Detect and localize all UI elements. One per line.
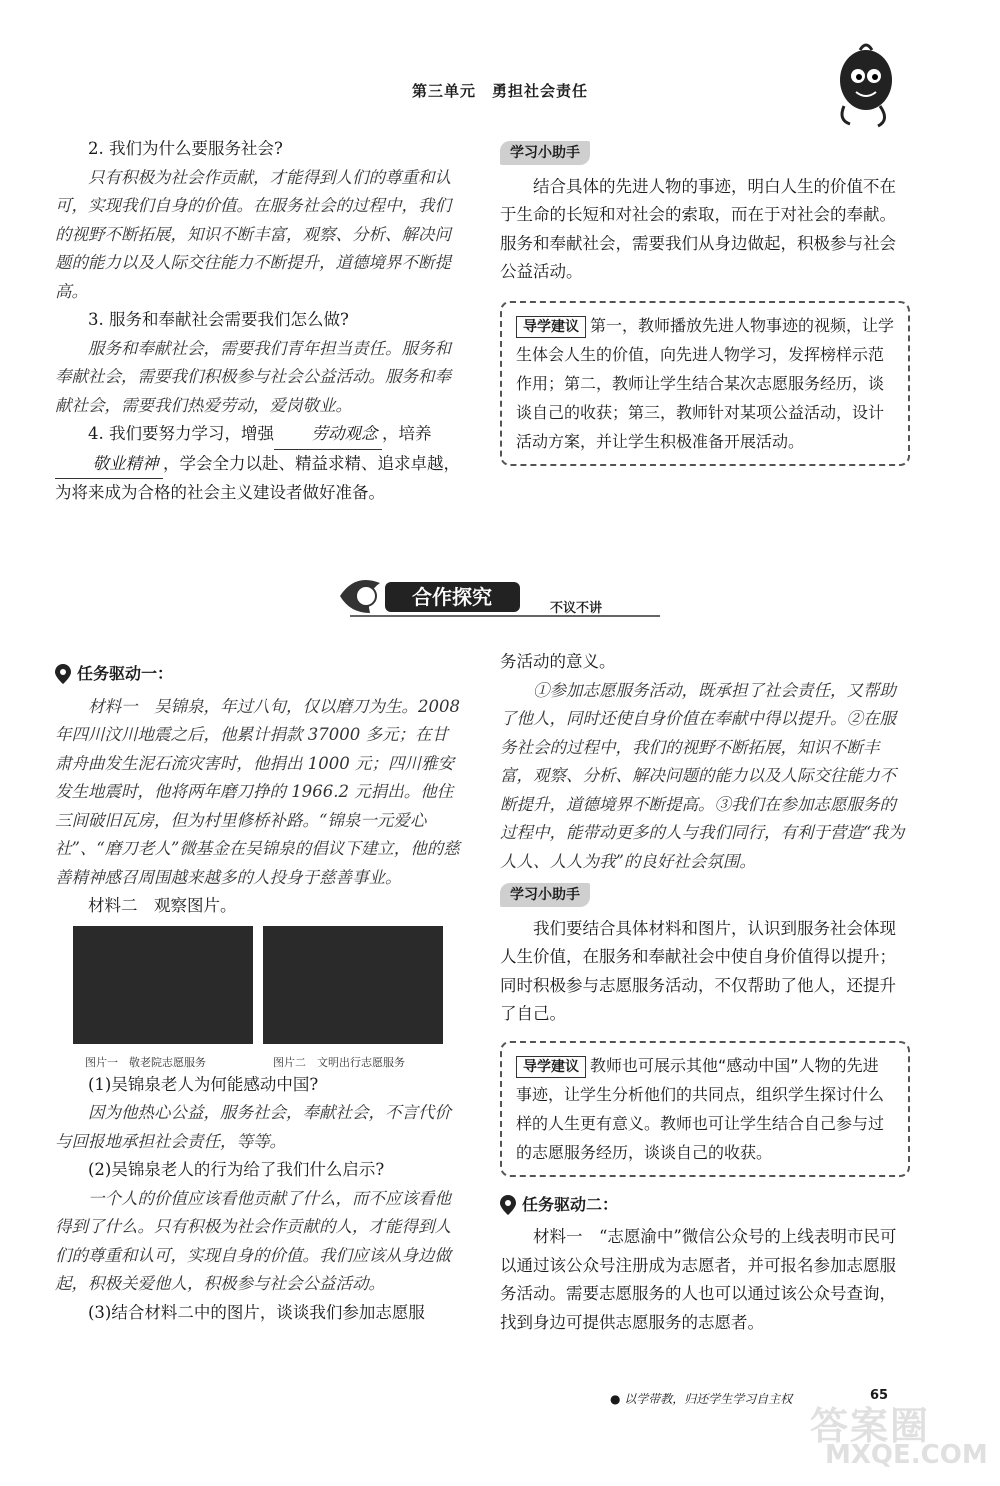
footer-slogan: ● 以学带教，归还学生学习自主权 — [610, 1392, 793, 1406]
mascot-illustration — [830, 40, 900, 130]
location-pin-icon — [500, 1195, 516, 1215]
answer-3: 服务和奉献社会，需要我们青年担当责任。服务和奉献社会，需要我们积极参与社会公益活动。服务和奉献社会，需要我们热爱劳动，爱岗敬业。 — [55, 338, 451, 415]
teaching-guide-box — [500, 301, 910, 466]
caption-2: 图片二 文明出行志愿服务 — [273, 1055, 405, 1069]
footer-slogan-text: 以学带教，归还学生学习自主权 — [624, 1392, 793, 1406]
sub-question-3-continued: 务活动的意义。 — [500, 652, 616, 671]
sub-answer-1: 因为他热心公益，服务社会，奉献社会，不言代价与回报地承担社会责任，等等。 — [55, 1103, 451, 1151]
answer-2: 只有积极为社会作贡献，才能得到人们的尊重和认可，实现我们自身的价值。在服务社会的过程中，我们的视野不断拓展，知识不断丰富，观察、分析、解决问题的能力以及人际交往能力不断提升，道德境界不断提高。 — [55, 167, 451, 301]
unit-title: 第三单元 勇担社会责任 — [411, 82, 588, 100]
task-2-heading — [500, 1191, 910, 1220]
material-2: 材料二 观察图片。 — [88, 896, 237, 915]
right-top-section — [500, 138, 910, 466]
sub-answer-3: ①参加志愿服务活动，既承担了社会责任，又帮助了他人，同时还使自身价值在奉献中得以提升。②在服务社会的过程中，我们的视野不断拓展，知识不断丰富，观察、分析、解决问题的能力以及人际交往能力不断提升，道德境界不断提高。③我们在参加志愿服务的过程中，能带动更多的人与我们同行，有利于营造“我为人人、人人为我”的良好社会氛围。 — [500, 680, 905, 871]
left-top-section — [55, 135, 463, 508]
question-4-part-c: ，学会全力以赴、精益求精、追求卓越，为将来成为合格的社会主义建设者做好准备。 — [55, 453, 460, 502]
teaching-guide-label-2: 导学建议 — [516, 1056, 586, 1078]
question-3: 3. 服务和奉献社会需要我们怎么做? — [88, 310, 349, 329]
teaching-guide-label: 导学建议 — [516, 316, 586, 338]
question-4-part-b: ，培养 — [382, 424, 432, 443]
fill-blank-2: 敬业精神 — [55, 450, 163, 480]
task-1-heading — [55, 660, 463, 689]
banner-title: 合作探究 — [412, 585, 492, 609]
task-2-label: 任务驱动二： — [522, 1194, 619, 1214]
photo-elderly-home — [73, 926, 253, 1044]
watermark-logo: 答案圈 — [810, 1404, 931, 1448]
material-1: 材料一 吴锦泉，年过八旬，仅以磨刀为生。2008年四川汶川地震之后，他累计捐款 37000 多元；在甘肃舟曲发生泥石流灾害时，他捐出 1000 元；四川雅安发生地震时，他将两年磨刀挣的 1966.2 元捐出。他住三间破旧瓦房，但为村里修桥补路。“锦泉一元爱心社”、“磨刀老人”微基金在吴锦泉的倡议下建立，他的慈善精神感召周围越来越多的人投身于慈善事业。 — [55, 696, 460, 887]
question-4 — [55, 420, 463, 508]
teaching-guide-text-2: 教师也可展示其他“感动中国”人物的先进事迹，让学生分析他们的共同点，组织学生探讨什么样的人生更有意义。教师也可让学生结合自己参与过的志愿服务经历，谈谈自己的收获。 — [516, 1055, 885, 1162]
right-bottom-section — [500, 648, 910, 1337]
left-bottom-section — [55, 660, 463, 1327]
task-1-label: 任务驱动一： — [77, 664, 174, 683]
photo-civilized-travel — [263, 926, 443, 1044]
study-helper-label-2: 学习小助手 — [500, 883, 590, 907]
material-1-task-2: 材料一 “志愿渝中”微信公众号的上线表明市民可以通过该公众号注册成为志愿者，并可报名参加志愿服务活动。需要志愿服务的人也可以通过该公众号查询，找到身边可提供志愿服务的志愿者。 — [500, 1227, 897, 1332]
page-number: 65 — [870, 1388, 889, 1403]
teaching-guide-text: 第一，教师播放先进人物事迹的视频，让学生体会人生的价值，向先进人物学习，发挥榜样示范作用；第二，教师让学生结合某次志愿服务经历，谈谈自己的收获；第三，教师针对某项公益活动，设计活动方案，并让学生积极准备开展活动。 — [516, 315, 895, 451]
question-4-part-a: 4. 我们要努力学习，增强 — [88, 424, 274, 443]
sub-question-2: (2)吴锦泉老人的行为给了我们什么启示? — [88, 1160, 385, 1179]
location-pin-icon — [55, 664, 71, 684]
banner-subtitle: 不议不讲 — [550, 601, 603, 616]
watermark-url: MXQE.COM — [825, 1440, 988, 1470]
study-helper-text: 结合具体的先进人物的事迹，明白人生的价值不在于生命的长短和对社会的索取，而在于对社会的奉献。服务和奉献社会，需要我们从身边做起，积极参与社会公益活动。 — [500, 176, 896, 281]
sub-question-1: (1)吴锦泉老人为何能感动中国? — [88, 1074, 319, 1094]
caption-1: 图片一 敬老院志愿服务 — [85, 1055, 206, 1069]
question-2: 2. 我们为什么要服务社会? — [88, 139, 283, 158]
sub-question-3: (3)结合材料二中的图片，谈谈我们参加志愿服 — [88, 1302, 425, 1322]
study-helper-label: 学习小助手 — [500, 141, 590, 165]
fill-blank-1: 劳动观念 — [274, 420, 382, 450]
sub-answer-2: 一个人的价值应该看他贡献了什么，而不应该看他得到了什么。只有积极为社会作贡献的人，才能得到人们的尊重和认可，实现自身的价值。我们应该从身边做起，积极关爱他人，积极参与社会公益活动。 — [55, 1188, 451, 1293]
section-banner — [330, 568, 670, 623]
photo-row — [55, 921, 463, 1071]
study-helper-text-2: 我们要结合具体材料和图片，认识到服务社会体现人生价值，在服务和奉献社会中使自身价值得以提升；同时积极参与志愿服务活动，不仅帮助了他人，还提升了自己。 — [500, 918, 896, 1023]
teaching-guide-box-2 — [500, 1041, 910, 1177]
